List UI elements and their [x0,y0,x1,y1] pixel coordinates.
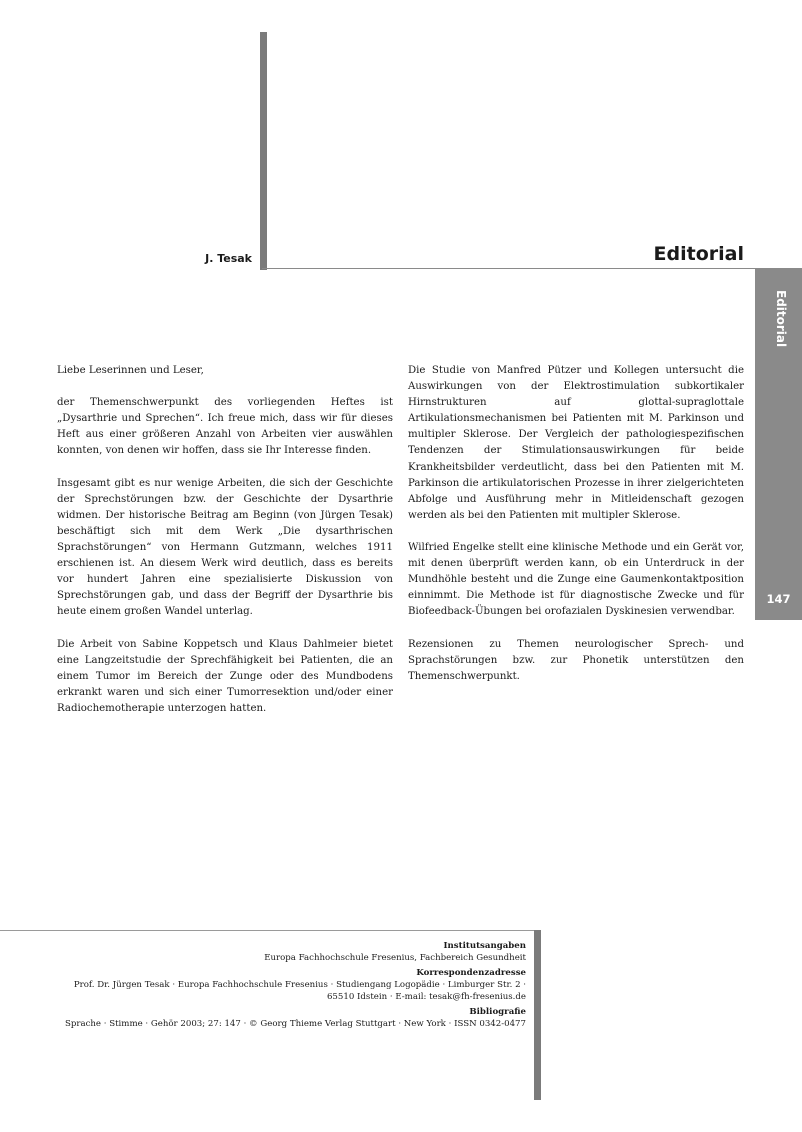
institute-block [60,940,526,964]
body-column-right [408,363,744,701]
section-title: Editorial [653,243,744,265]
correspondence-heading: Korrespondenzadresse [416,968,526,978]
paragraph: der Themenschwerpunkt des vorliegenden Heftes ist „Dysarthrie und Sprechen“. Ich freue mich, dass wir für dieses Heft aus einer größeren Anzahl von Arbeiten vier auswählen konnten, von denen wir hoffen, dass sie Ihr Interesse finden. [57,397,393,457]
correspondence-line-2: 65510 Idstein · E-mail: tesak@fh-fresenius.de [326,992,526,1002]
bibliography-text: Sprache · Stimme · Gehör 2003; 27: 147 · © Georg Thieme Verlag Stuttgart · New York · ISSN 0342-0477 [64,1019,526,1029]
page-number: 147 [766,592,791,606]
header-horizontal-rule [262,268,802,269]
paragraph: Wilfried Engelke stellt eine klinische Methode und ein Gerät vor, mit denen überprüft werden kann, ob ein Unterdruck in der Mundhöhle besteht und die Zunge eine Gaumenkontaktposition einnimmt. Die Methode ist für diagnostische Zwecke und für Biofeedback-Übungen bei orofazialen Dyskinesien verwendbar. [408,542,744,618]
bibliography-heading: Bibliografie [469,1007,526,1017]
body-column-left [57,363,393,733]
institute-heading: Institutsangaben [443,941,526,951]
side-tab-label: Editorial [774,290,788,348]
footer-info [60,940,526,1033]
footer-vertical-rule [534,930,541,1100]
paragraph: Insgesamt gibt es nur wenige Arbeiten, die sich der Geschichte der Sprechstörungen bzw. der Geschichte der Dysarthrie widmen. Der historische Beitrag am Beginn (von Jürgen Tesak) beschäftigt sich mit dem Werk „Die dysarthrischen Sprachstörungen“ von Hermann Gutzmann, welches 1911 erschienen ist. An diesem Werk wird deutlich, dass es bereits vor hundert Jahren eine spezialisierte Diskussion von Sprechstörungen gab, und dass der Begriff der Dysarthrie bis heute einem großen Wandel unterlag. [57,477,393,618]
header-vertical-rule [260,32,267,270]
footer-rule [0,930,540,931]
paragraph: Rezensionen zu Themen neurologischer Sprech- und Sprachstörungen bzw. zur Phonetik unterstützen den Themenschwerpunkt. [408,638,744,682]
paragraph: Die Studie von Manfred Pützer und Kollegen untersucht die Auswirkungen von der Elektrostimulation subkortikaler Hirnstrukturen auf glottal-supraglottale Artikulationsmechanismen bei Patienten mit M. Parkinson und multipler Sklerose. Der Vergleich der pathologiespezifischen Tendenzen der Stimulationsauswirkungen für beide Krankheitsbilder verdeutlicht, dass bei den Patienten mit M. Parkinson die artikulatorischen Prozesse in ihrer zielgerichteten Abfolge und Ausführung mehr in Mitleidenschaft gezogen werden als bei den Patienten mit multipler Sklerose. [408,365,744,521]
salutation: Liebe Leserinnen und Leser, [57,365,204,376]
correspondence-line-1: Prof. Dr. Jürgen Tesak · Europa Fachhochschule Fresenius · Studiengang Logopädie · Limburger Str. 2 · [73,980,526,990]
institute-text: Europa Fachhochschule Fresenius, Fachbereich Gesundheit [264,953,526,963]
paragraph: Die Arbeit von Sabine Koppetsch und Klaus Dahlmeier bietet eine Langzeitstudie der Sprechfähigkeit bei Patienten, die an einem Tumor im Bereich der Zunge oder des Mundbodens erkrankt waren und sich einer Tumorresektion und/oder einer Radiochemotherapie unterzogen hatten. [57,638,393,714]
bibliography-block [60,1006,526,1030]
correspondence-block [60,967,526,1003]
author-name: J. Tesak [205,252,252,265]
